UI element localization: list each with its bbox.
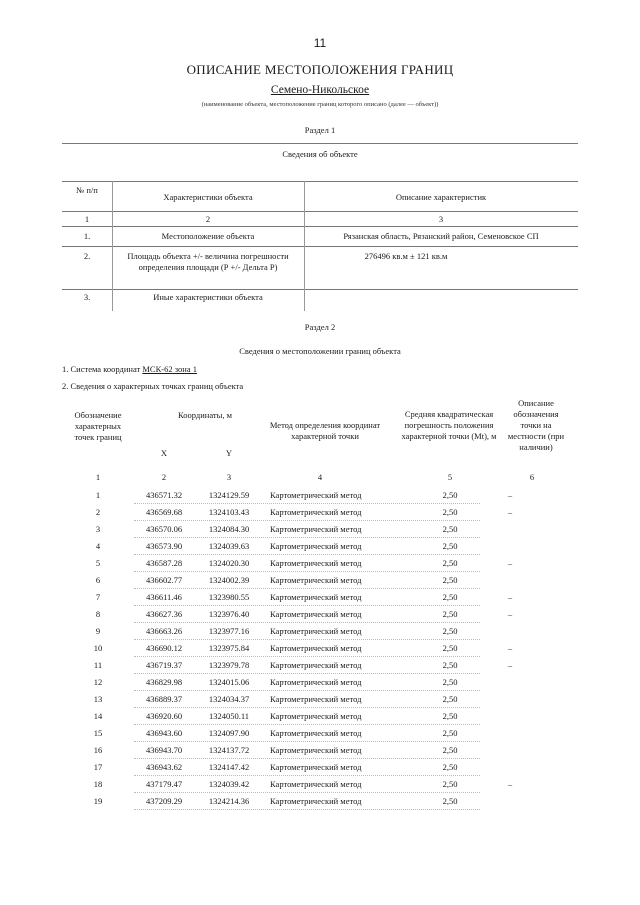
error: 2,50	[442, 796, 458, 806]
point-number: 11	[93, 660, 103, 670]
coord-y: 1324147.42	[208, 762, 250, 772]
point-number: 1	[95, 490, 101, 500]
coord-x: 436829.98	[145, 677, 183, 687]
point-description: –	[507, 592, 513, 602]
coord-x: 436719.37	[145, 660, 183, 670]
error: 2,50	[442, 609, 458, 619]
row-rule	[134, 503, 480, 504]
coord-x: 436663.26	[145, 626, 183, 636]
row-rule	[134, 656, 480, 657]
coord-y: 1323976.40	[208, 609, 250, 619]
coord-y: 1324129.59	[208, 490, 250, 500]
coord-y: 1324084.30	[208, 524, 250, 534]
page-title: ОПИСАНИЕ МЕСТОПОЛОЖЕНИЯ ГРАНИЦ	[186, 62, 454, 77]
method: Картометрический метод	[270, 575, 362, 585]
row-rule	[134, 690, 480, 691]
error: 2,50	[442, 762, 458, 772]
point-number: 18	[93, 779, 103, 789]
coord-system-label: 1. Система координат	[62, 364, 141, 374]
method: Картометрический метод	[270, 541, 362, 551]
row-characteristic: Иные характеристики объекта	[153, 292, 263, 302]
coord-y: 1324039.63	[208, 541, 250, 551]
row-rule	[134, 588, 480, 589]
coord-x: 436889.37	[145, 694, 183, 704]
col-number: 4	[317, 472, 323, 482]
coord-y: 1324103.43	[208, 507, 250, 517]
col-number: 2	[205, 214, 211, 224]
col-numbers-row	[0, 470, 640, 487]
method: Картометрический метод	[270, 609, 362, 619]
coord-x: 436569.68	[145, 507, 183, 517]
error: 2,50	[442, 575, 458, 585]
section2-subtitle: Сведения о местоположении границ объекта	[239, 346, 401, 356]
char-points-label: 2. Сведения о характерных точках границ объекта	[62, 381, 244, 391]
header-x: X	[160, 448, 168, 458]
coord-y: 1324020.30	[208, 558, 250, 568]
coord-y: 1324039.42	[208, 779, 250, 789]
row-characteristic: Местоположение объекта	[161, 231, 255, 241]
error: 2,50	[442, 507, 458, 517]
table-rule	[62, 246, 578, 247]
col-number: 1	[95, 472, 101, 482]
header-point: Обозначение характерных точек границ	[74, 410, 122, 442]
coord-x: 436573.90	[145, 541, 183, 551]
coord-y: 1323980.55	[208, 592, 250, 602]
row-number: 3.	[83, 292, 91, 302]
coord-y: 1324034.37	[208, 694, 250, 704]
point-description: –	[507, 779, 513, 789]
point-description: –	[507, 507, 513, 517]
row-rule	[134, 775, 480, 776]
coord-x: 436943.60	[145, 728, 183, 738]
error: 2,50	[442, 677, 458, 687]
point-number: 15	[93, 728, 103, 738]
error: 2,50	[442, 728, 458, 738]
section2-title: Раздел 2	[304, 322, 336, 332]
method: Картометрический метод	[270, 592, 362, 602]
row-rule	[134, 673, 480, 674]
coord-y: 1324002.39	[208, 575, 250, 585]
coord-x: 436920.60	[145, 711, 183, 721]
point-description: –	[507, 558, 513, 568]
row-rule	[134, 571, 480, 572]
header-y: Y	[225, 448, 233, 458]
method: Картометрический метод	[270, 660, 362, 670]
object-name: Семено-Никольское	[270, 84, 370, 96]
row-rule	[134, 520, 480, 521]
point-number: 14	[93, 711, 103, 721]
header-error: Средняя квадратическая погрешность положения характерной точки (Мt), м	[401, 409, 497, 441]
table-rule	[62, 181, 578, 182]
coord-x: 437179.47	[145, 779, 183, 789]
coord-y: 1323975.84	[208, 643, 250, 653]
method: Картометрический метод	[270, 507, 362, 517]
row-rule	[134, 554, 480, 555]
method: Картометрический метод	[270, 762, 362, 772]
coord-x: 436571.32	[145, 490, 183, 500]
method: Картометрический метод	[270, 677, 362, 687]
method: Картометрический метод	[270, 524, 362, 534]
method: Картометрический метод	[270, 694, 362, 704]
method: Картометрический метод	[270, 558, 362, 568]
table-rule	[62, 289, 578, 290]
error: 2,50	[442, 745, 458, 755]
point-number: 17	[93, 762, 103, 772]
point-description: –	[507, 643, 513, 653]
row-rule	[134, 639, 480, 640]
coord-y: 1323979.78	[208, 660, 250, 670]
point-number: 8	[95, 609, 101, 619]
error: 2,50	[442, 541, 458, 551]
coord-system-line	[62, 364, 197, 374]
section1-rule	[62, 143, 578, 144]
point-number: 10	[93, 643, 103, 653]
error: 2,50	[442, 711, 458, 721]
coord-y: 1324097.90	[208, 728, 250, 738]
error: 2,50	[442, 558, 458, 568]
row-rule	[134, 724, 480, 725]
method: Картометрический метод	[270, 643, 362, 653]
row-rule	[134, 792, 480, 793]
object-name-wrap	[0, 84, 640, 96]
point-number: 2	[95, 507, 101, 517]
method: Картометрический метод	[270, 796, 362, 806]
point-number: 13	[93, 694, 103, 704]
error: 2,50	[442, 660, 458, 670]
point-number: 12	[93, 677, 103, 687]
row-rule	[134, 758, 480, 759]
row-rule	[134, 537, 480, 538]
coord-y: 1324137.72	[208, 745, 250, 755]
method: Картометрический метод	[270, 728, 362, 738]
point-number: 19	[93, 796, 103, 806]
row-rule	[134, 707, 480, 708]
method: Картометрический метод	[270, 490, 362, 500]
error: 2,50	[442, 490, 458, 500]
coord-x: 436943.62	[145, 762, 183, 772]
error: 2,50	[442, 626, 458, 636]
coord-y: 1324214.36	[208, 796, 250, 806]
point-description: –	[507, 490, 513, 500]
error: 2,50	[442, 643, 458, 653]
header-description: Описание характеристик	[395, 192, 487, 202]
error: 2,50	[442, 779, 458, 789]
coord-system-value: МСК-62 зона 1	[142, 364, 197, 374]
object-note: (наименование объекта, местоположение границ которого описано (далее — объект))	[201, 101, 439, 108]
coord-y: 1323977.16	[208, 626, 250, 636]
method: Картометрический метод	[270, 711, 362, 721]
coord-x: 436611.46	[146, 592, 182, 602]
section1-title: Раздел 1	[304, 125, 336, 135]
error: 2,50	[442, 694, 458, 704]
point-number: 9	[95, 626, 101, 636]
row-rule	[134, 741, 480, 742]
error: 2,50	[442, 592, 458, 602]
coord-x: 436627.36	[145, 609, 183, 619]
col-number: 5	[447, 472, 453, 482]
row-rule	[134, 809, 480, 810]
col-number: 1	[84, 214, 90, 224]
method: Картометрический метод	[270, 745, 362, 755]
row-rule	[134, 605, 480, 606]
col-number: 2	[161, 472, 167, 482]
coord-x: 436587.28	[145, 558, 183, 568]
section1-subtitle: Сведения об объекте	[282, 149, 358, 159]
point-number: 5	[95, 558, 101, 568]
table-rule	[62, 211, 578, 212]
row-rule	[134, 622, 480, 623]
coord-x: 436943.70	[145, 745, 183, 755]
method: Картометрический метод	[270, 779, 362, 789]
row-number: 1.	[83, 231, 91, 241]
coord-x: 436602.77	[145, 575, 183, 585]
coord-x: 436570.06	[145, 524, 183, 534]
header-number: № п/п	[76, 185, 98, 195]
method: Картометрический метод	[270, 626, 362, 636]
row-description: 276496 кв.м ± 121 кв.м	[364, 251, 448, 261]
coord-y: 1324015.06	[208, 677, 250, 687]
point-description: –	[507, 609, 513, 619]
error: 2,50	[442, 524, 458, 534]
coord-y: 1324050.11	[208, 711, 250, 721]
point-number: 6	[95, 575, 101, 585]
row-description: Рязанская область, Рязанский район, Семеновское СП	[343, 231, 539, 241]
row-characteristic: Площадь объекта +/- величина погрешности определения площади (Р +/- Дельта Р)	[127, 251, 289, 272]
header-characteristic: Характеристики объекта	[163, 192, 253, 202]
header-method: Метод определения координат характерной точки	[269, 420, 381, 441]
point-number: 16	[93, 745, 103, 755]
col-number: 3	[226, 472, 232, 482]
page-number: 11	[313, 36, 327, 50]
coord-x: 436690.12	[145, 643, 183, 653]
table-rule	[62, 226, 578, 227]
header-description: Описание обозначения точки на местности (при наличии)	[507, 398, 565, 452]
row-number: 2.	[83, 251, 91, 261]
point-number: 4	[95, 541, 101, 551]
coord-x: 437209.29	[145, 796, 183, 806]
header-coords: Координаты, м	[178, 410, 232, 420]
col-number: 3	[438, 214, 444, 224]
col-number: 6	[529, 472, 535, 482]
point-description: –	[507, 660, 513, 670]
point-number: 3	[95, 524, 101, 534]
point-number: 7	[95, 592, 101, 602]
